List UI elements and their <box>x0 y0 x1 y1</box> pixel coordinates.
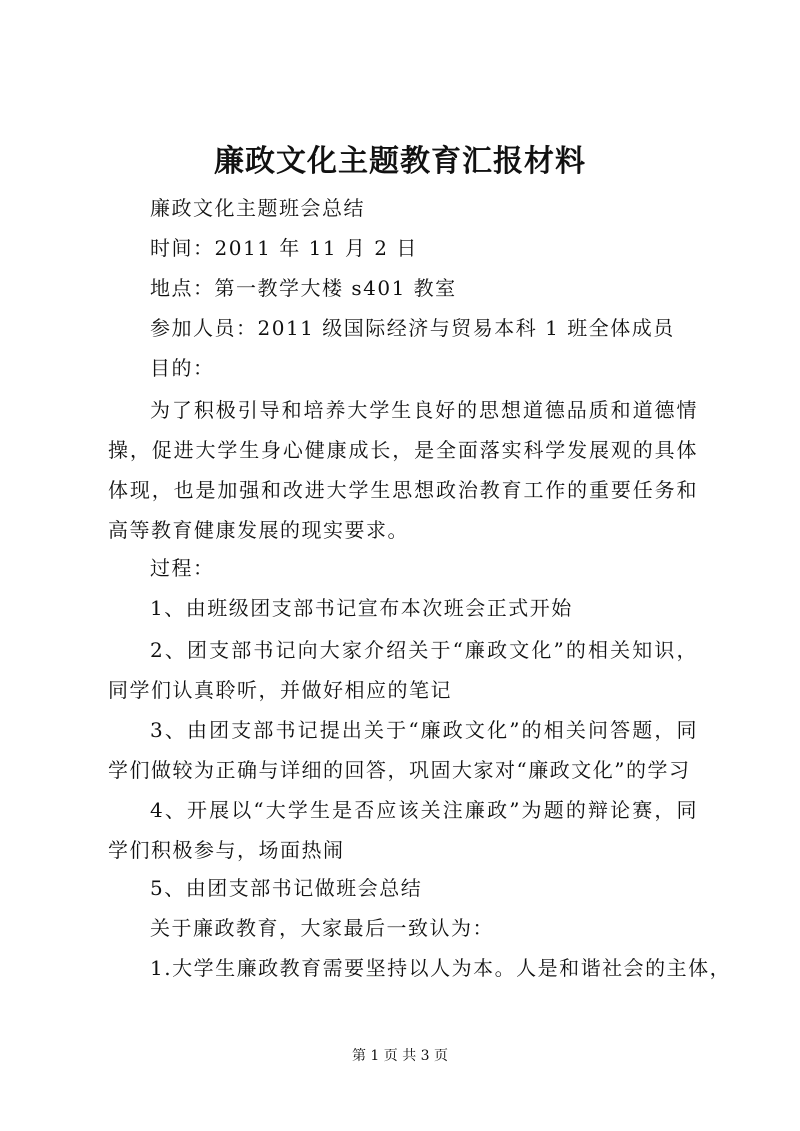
document-title: 廉政文化主题教育汇报材料 <box>214 144 586 179</box>
meeting-participants: 参加人员：2011 级国际经济与贸易本科 1 班全体成员 <box>150 316 675 340</box>
conclusion-intro: 关于廉政教育，大家最后一致认为： <box>150 916 494 940</box>
process-step-1: 1、由班级团支部书记宣布本次班会正式开始 <box>150 596 573 620</box>
process-step-5: 5、由团支部书记做班会总结 <box>150 876 423 900</box>
process-step-4: 4、开展以“大学生是否应该关注廉政”为题的辩论赛，同学们积极参与，场面热闹 <box>108 798 698 862</box>
conclusion-item-1: 1.大学生廉政教育需要坚持以人为本。人是和谐社会的主体， <box>150 956 732 980</box>
purpose-paragraph: 为了积极引导和培养大学生良好的思想道德品质和道德情操，促进大学生身心健康成长，是全面落实科学发展观的具体体现，也是加强和改进大学生思想政治教育工作的重要任务和高等教育健康发展的现实要求。 <box>108 398 698 542</box>
process-step-3: 3、由团支部书记提出关于“廉政文化”的相关问答题，同学们做较为正确与详细的回答，巩固大家对“廉政文化”的学习 <box>108 718 698 782</box>
process-heading: 过程： <box>150 556 215 580</box>
process-step-2: 2、团支部书记向大家介绍关于“廉政文化”的相关知识，同学们认真聆听，并做好相应的笔记 <box>108 638 698 702</box>
subtitle: 廉政文化主题班会总结 <box>150 196 365 220</box>
page-footer: 第 1 页 共 3 页 <box>351 1048 449 1064</box>
meeting-time: 时间：2011 年 11 月 2 日 <box>150 236 418 260</box>
purpose-heading: 目的： <box>150 356 215 380</box>
meeting-place: 地点：第一教学大楼 s401 教室 <box>150 276 457 300</box>
